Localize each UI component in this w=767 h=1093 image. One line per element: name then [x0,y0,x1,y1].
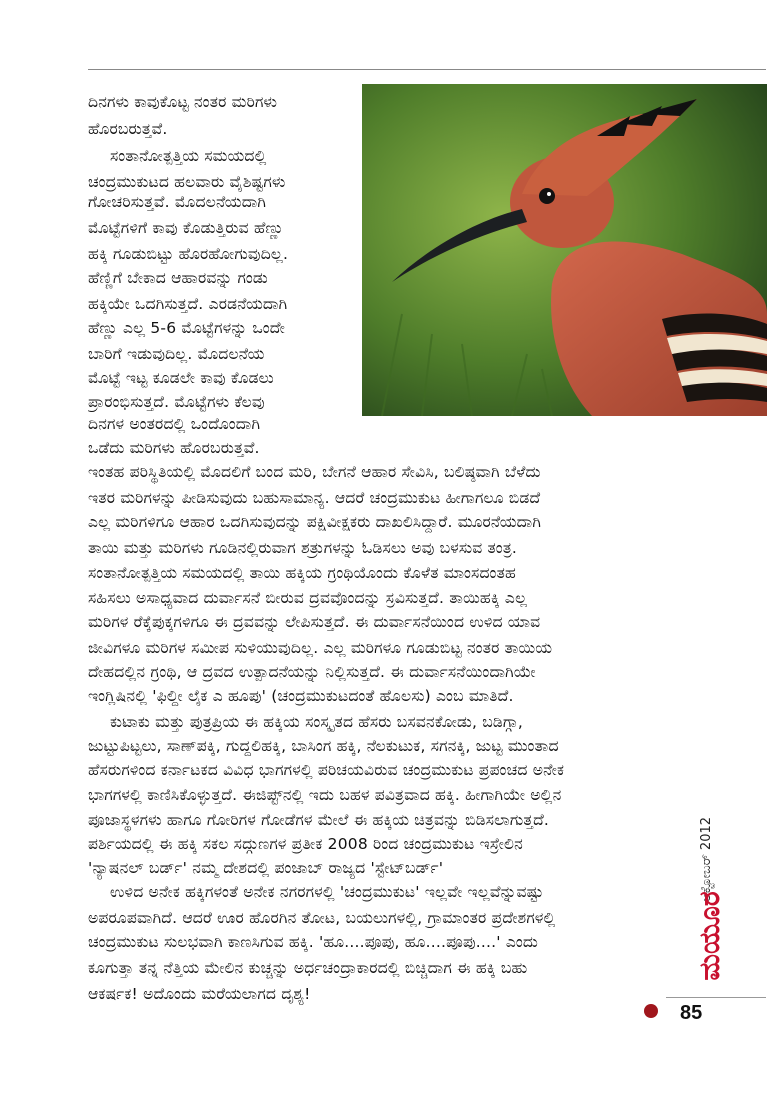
svg-text:ಮಯೂರ: ಮಯೂರ [693,891,726,981]
article-line: ಇತರ ಮರಿಗಳನ್ನು ಪೀಡಿಸುವುದು ಬಹುಸಾಮಾನ್ಯ. ಆದರೆ ಚಂದ್ರಮುಕುಟ ಹೀಗಾಗಲೂ ಬಿಡದೆ [88,489,541,507]
article-line: ಭಾಗಗಳಲ್ಲಿ ಕಾಣಿಸಿಕೊಳ್ಳುತ್ತದೆ. ಈಜಿಪ್ಟ್‌ನಲ್ಲಿ ಇದು ಬಹಳ ಪವಿತ್ರವಾದ ಹಕ್ಕಿ. ಹೀಗಾಗಿಯೇ ಅಲ್ಲಿನ [88,786,562,804]
article-line: ಗೋಚರಿಸುತ್ತವೆ. ಮೊದಲನೆಯದಾಗಿ [88,193,267,211]
article-line: ಪರ್ಶಿಯದಲ್ಲಿ ಈ ಹಕ್ಕಿ ಸಕಲ ಸದ್ಗುಣಗಳ ಪ್ರತೀಕ 2008 ರಿಂದ ಚಂದ್ರಮುಕುಟ ಇಸ್ರೇಲಿನ [88,835,523,853]
article-line: ಪ್ರಾರಂಭಿಸುತ್ತದೆ. ಮೊಟ್ಟೆಗಳು ಕೆಲವು [88,393,265,411]
article-line: ಹೆಣ್ಣಿಗೆ ಬೇಕಾದ ಆಹಾರವನ್ನು ಗಂಡು [88,269,268,287]
article-line: ಆಕರ್ಷಕ! ಅದೊಂದು ಮರೆಯಲಾಗದ ದೃಶ್ಯ! [88,985,311,1003]
page-bullet [644,1004,658,1018]
article-line: 'ನ್ಯಾಷನಲ್ ಬರ್ಡ್' ನಮ್ಮ ದೇಶದಲ್ಲಿ ಪಂಜಾಬ್ ರಾಜ್ಯದ 'ಸ್ಟೇಟ್‌ಬರ್ಡ್' [88,859,444,877]
article-line: ಹೆಸರುಗಳಿಂದ ಕರ್ನಾಟಕದ ವಿವಿಧ ಭಾಗಗಳಲ್ಲಿ ಪರಿಚಯವಿರುವ ಚಂದ್ರಮುಕುಟ ಪ್ರಪಂಚದ ಅನೇಕ [88,761,565,779]
article-line: ಮೊಟ್ಟೆಗಳಿಗೆ ಕಾವು ಕೊಡುತ್ತಿರುವ ಹೆಣ್ಣು [88,219,284,237]
article-line: ದಿನಗಳು ಕಾವುಕೊಟ್ಟ ನಂತರ ಮರಿಗಳು [88,93,278,111]
article-line: ಕೂಗುತ್ತಾ ತನ್ನ ನೆತ್ತಿಯ ಮೇಲಿನ ಕುಚ್ಚನ್ನು ಅರ್ಧಚಂದ್ರಾಕಾರದಲ್ಲಿ ಬಿಚ್ಚಿದಾಗ ಈ ಹಕ್ಕಿ ಬಹು [88,959,528,977]
issue-date: ಅಕ್ಟೋಬರ್ 2012 [699,816,714,902]
hoopoe-photo [362,84,767,416]
article-line: ಚಂದ್ರಮುಕುಟದ ಹಲವಾರು ವೈಶಿಷ್ಟಗಳು [88,173,286,191]
footer-rule [666,997,766,998]
article-line: ಸಂತಾನೋತ್ಪತ್ತಿಯ ಸಮಯದಲ್ಲಿ ತಾಯಿ ಹಕ್ಕಿಯ ಗ್ರಂಥಿಯೊಂದು ಕೊಳೆತ ಮಾಂಸದಂತಹ [88,564,516,582]
page-number: 85 [680,1002,703,1024]
article-line: ಇಂತಹ ಪರಿಸ್ಥಿತಿಯಲ್ಲಿ ಮೊದಲಿಗೆ ಬಂದ ಮರಿ, ಬೇಗನೆ ಆಹಾರ ಸೇವಿಸಿ, ಬಲಿಷ್ಠವಾಗಿ ಬೆಳೆದು [88,463,541,481]
article-line: ಮರಿಗಳ ರೆಕ್ಕೆಪುಕ್ಕಗಳಿಗೂ ಈ ದ್ರವವನ್ನು ಲೇಪಿಸುತ್ತದೆ. ಈ ದುರ್ವಾಸನೆಯಿಂದ ಉಳಿದ ಯಾವ [88,613,541,631]
magazine-logo [690,880,732,992]
article-line: ದಿನಗಳ ಅಂತರದಲ್ಲಿ ಒಂದೊಂದಾಗಿ [88,415,261,433]
article-line: ದೇಹದಲ್ಲಿನ ಗ್ರಂಥಿ, ಆ ದ್ರವದ ಉತ್ಪಾದನೆಯನ್ನು ನಿಲ್ಲಿಸುತ್ತದೆ. ಈ ದುರ್ವಾಸನೆಯಿಂದಾಗಿಯೇ [88,663,536,681]
article-line: ಉಳಿದ ಅನೇಕ ಹಕ್ಕಿಗಳಂತೆ ಅನೇಕ ನಗರಗಳಲ್ಲಿ 'ಚಂದ್ರಮುಕುಟ' ಇಲ್ಲವೇ ಇಲ್ಲವೆನ್ನುವಷ್ಟು [110,883,544,901]
article-line: ಹೆಣ್ಣು ಎಲ್ಲ 5-6 ಮೊಟ್ಟೆಗಳನ್ನು ಒಂದೇ [88,319,286,337]
article-line: ಹೊರಬರುತ್ತವೆ. [88,120,168,138]
article-line: ಮೊಟ್ಟೆ ಇಟ್ಟ ಕೂಡಲೇ ಕಾವು ಕೊಡಲು [88,369,274,387]
article-line: ಅಪರೂಪವಾಗಿದೆ. ಆದರೆ ಊರ ಹೊರಗಿನ ತೋಟ, ಬಯಲುಗಳಲ್ಲಿ, ಗ್ರಾಮಾಂತರ ಪ್ರದೇಶಗಳಲ್ಲಿ [88,909,556,927]
article-line: ಬಾರಿಗೆ ಇಡುವುದಿಲ್ಲ. ಮೊದಲನೆಯ [88,345,265,363]
article-line: ತಾಯಿ ಮತ್ತು ಮರಿಗಳು ಗೂಡಿನಲ್ಲಿರುವಾಗ ಶತ್ರುಗಳನ್ನು ಓಡಿಸಲು ಅವು ಬಳಸುವ ತಂತ್ರ. [88,539,518,557]
article-line: ಇಂಗ್ಲಿಷಿನಲ್ಲಿ 'ಫಿಲ್ದೀ ಲೈಕ ಎ ಹೂಪು' (ಚಂದ್ರಮುಕುಟದಂತೆ ಹೊಲಸು) ಎಂಬ ಮಾತಿದೆ. [88,687,514,705]
article-line: ಎಲ್ಲ ಮರಿಗಳಿಗೂ ಆಹಾರ ಒದಗಿಸುವುದನ್ನು ಪಕ್ಷಿವೀಕ್ಷಕರು ದಾಖಲಿಸಿದ್ದಾರೆ. ಮೂರನೆಯದಾಗಿ [88,513,542,531]
article-line: ಹಕ್ಕಿಯೇ ಒದಗಿಸುತ್ತದೆ. ಎರಡನೆಯದಾಗಿ [88,295,288,313]
article-line: ಸಂತಾನೋತ್ಪತ್ತಿಯ ಸಮಯದಲ್ಲಿ [110,147,267,165]
article-line: ಪೂಜಾಸ್ಥಳಗಳು ಹಾಗೂ ಗೋರಿಗಳ ಗೋಡೆಗಳ ಮೇಲೆ ಈ ಹಕ್ಕಿಯ ಚಿತ್ರವನ್ನು ಬಿಡಿಸಲಾಗುತ್ತದೆ. [88,811,550,829]
header-rule [88,69,766,70]
article-line: ಹಕ್ಕಿ ಗೂಡುಬಿಟ್ಟು ಹೊರಹೋಗುವುದಿಲ್ಲ. [88,245,289,263]
article-line: ಸಹಿಸಲು ಅಸಾಧ್ಯವಾದ ದುರ್ವಾಸನೆ ಬೀರುವ ದ್ರವವೊಂದನ್ನು ಸ್ರವಿಸುತ್ತದೆ. ತಾಯಿಹಕ್ಕಿ ಎಲ್ಲ [88,589,528,607]
article-line: ಕುಟಾಕು ಮತ್ತು ಪುತ್ರಪ್ರಿಯ ಈ ಹಕ್ಕಿಯ ಸಂಸ್ಕೃತದ ಹೆಸರು ಬಸವನಕೋಡು, ಬಡಿಗ್ಗಾ, [110,713,523,731]
article-line: ಜುಟ್ಟುಪಿಟ್ಟಲು, ಸಾಣ್‌ಪಕ್ಕಿ, ಗುದ್ದಲಿಹಕ್ಕಿ, ಬಾಸಿಂಗ ಹಕ್ಕಿ, ನೆಲಕುಟುಕ, ಸಗನಕ್ಕಿ, ಜುಟ್ಟ ಮುಂತಾದ [88,737,559,755]
article-line: ಒಡೆದು ಮರಿಗಳು ಹೊರಬರುತ್ತವೆ. [88,439,260,457]
article-line: ಜೀವಿಗಳೂ ಮರಿಗಳ ಸಮೀಪ ಸುಳಿಯುವುದಿಲ್ಲ. ಎಲ್ಲ ಮರಿಗಳೂ ಗೂಡುಬಿಟ್ಟ ನಂತರ ತಾಯಿಯ [88,639,553,657]
article-line: ಚಂದ್ರಮುಕುಟ ಸುಲಭವಾಗಿ ಕಾಣಸಿಗುವ ಹಕ್ಕಿ. 'ಹೂ....ಪೂಪು, ಹೂ....ಪೂಪು....' ಎಂದು [88,933,539,951]
